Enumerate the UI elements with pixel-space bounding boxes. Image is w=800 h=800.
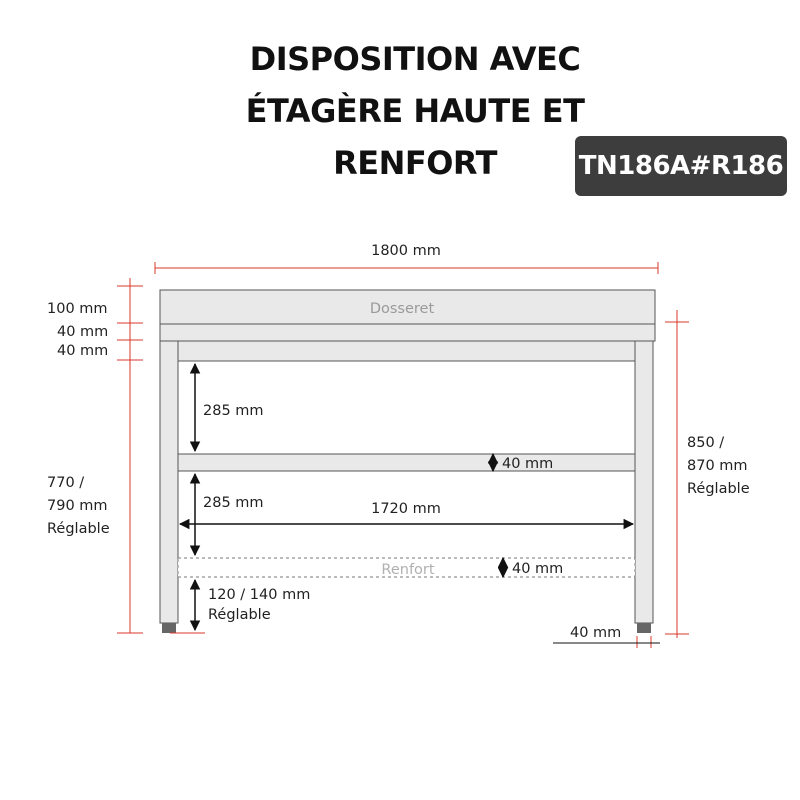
brace-label: Renfort	[381, 562, 435, 578]
left-leg	[160, 341, 178, 623]
left-foot	[162, 623, 176, 633]
backsplash-height-label: 100 mm	[47, 301, 108, 317]
title-line-1: DISPOSITION AVEC	[249, 40, 581, 78]
reference-badge: TN186A#R186	[575, 136, 787, 196]
lower-gap-label: 285 mm	[203, 495, 264, 511]
shelf	[178, 454, 635, 471]
right-height-label-1: 850 /	[687, 435, 725, 451]
total-width-label: 1800 mm	[371, 243, 441, 259]
backsplash-label: Dosseret	[369, 301, 435, 317]
right-foot	[637, 623, 651, 633]
top-thickness-label: 40 mm	[57, 324, 109, 340]
apron-height-label: 40 mm	[57, 343, 109, 359]
foot-height-label-1: 120 / 140 mm	[208, 587, 311, 603]
title-line-2: ÉTAGÈRE HAUTE ET	[245, 92, 585, 130]
table-top	[160, 324, 655, 341]
brace-thickness-label: 40 mm	[512, 561, 564, 577]
apron	[178, 341, 635, 361]
left-height-label-2: 790 mm	[47, 498, 108, 514]
right-leg	[635, 341, 653, 623]
inner-width-label: 1720 mm	[371, 501, 441, 517]
shelf-thickness-label: 40 mm	[502, 456, 554, 472]
right-height-label-2: 870 mm	[687, 458, 748, 474]
leg-width-label: 40 mm	[570, 625, 622, 641]
left-height-label-1: 770 /	[47, 475, 85, 491]
left-height-label-3: Réglable	[47, 521, 110, 537]
right-height-label-3: Réglable	[687, 481, 750, 497]
title-line-3: RENFORT	[333, 144, 497, 182]
upper-gap-label: 285 mm	[203, 403, 264, 419]
foot-height-label-2: Réglable	[208, 607, 271, 623]
